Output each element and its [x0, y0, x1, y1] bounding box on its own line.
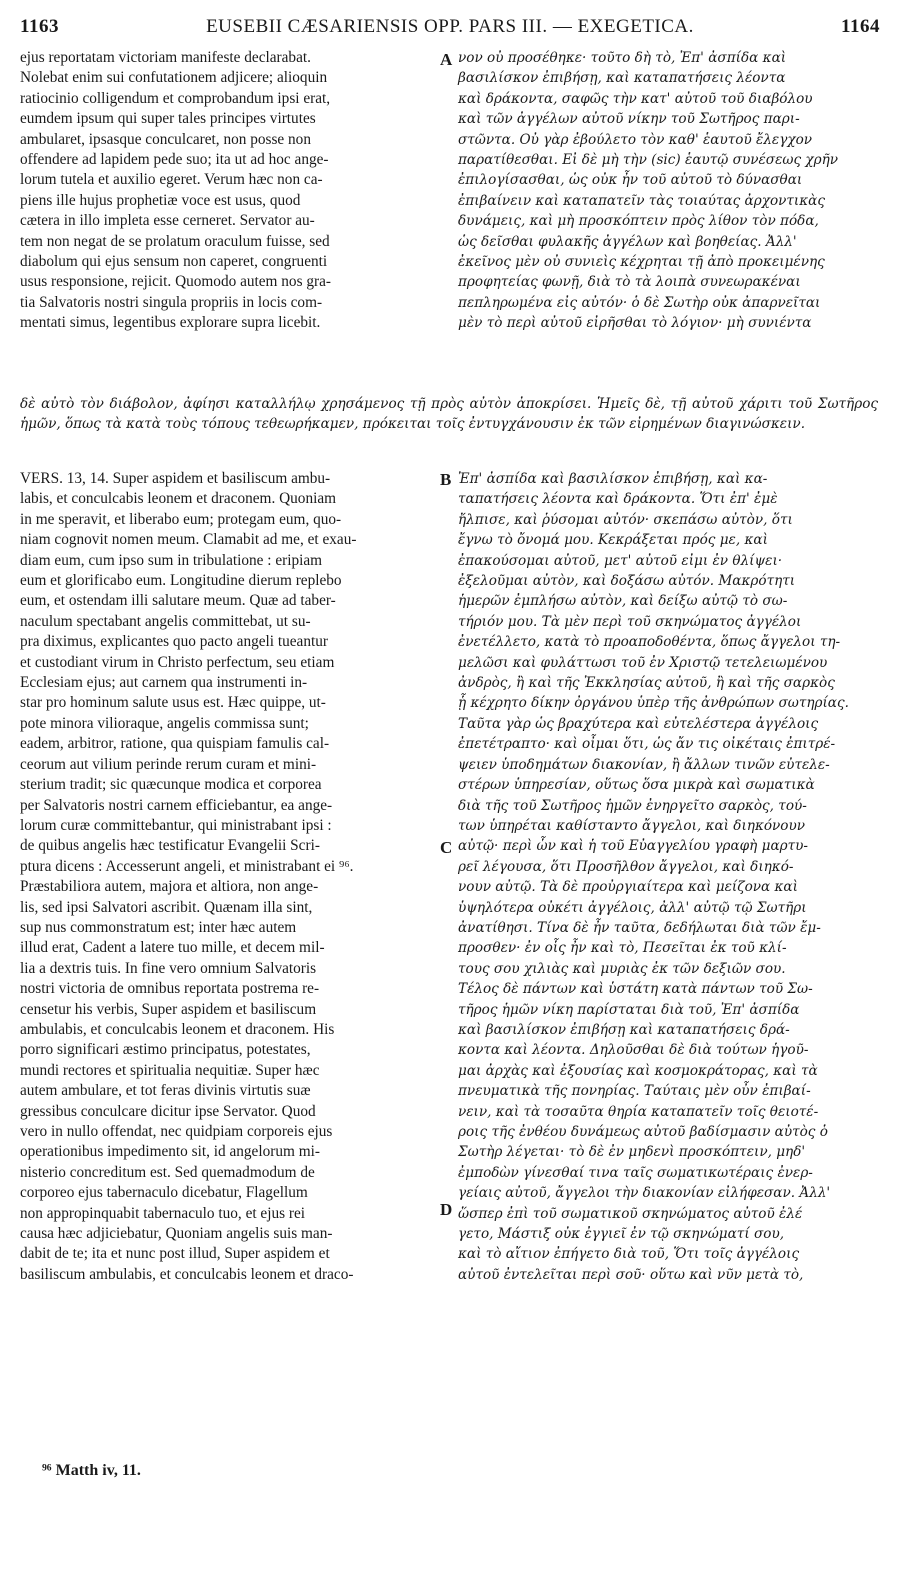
section-marker-c: C [440, 838, 453, 857]
text-line: censetur his verbis, Super aspidem et basiliscum [20, 1000, 317, 1018]
text-line: et custodiant virum in Christo perfectum, seu etiam [20, 653, 335, 671]
text-line: nisterio concreditum est. Sed quemadmodum de [20, 1163, 315, 1181]
text-line: in me speravit, et liberabo eum; protegam eum, quo- [20, 510, 342, 528]
text-line: ψειεν ὑποδημάτων διακονίαν, ἢ ἄλλων τινῶν εὐτελε- [458, 756, 830, 773]
greek-column-main [458, 469, 878, 1285]
text-line: ptura dicens : Accesserunt angeli, et ministrabant ei ⁹⁶. [20, 857, 354, 875]
text-line: ᾗ κέχρητο δίκην ὀργάνου ὑπὲρ τῆς ἀνθρώπων σωτηρίας. [458, 695, 849, 712]
text-line: βασιλίσκον ἐπιβήσῃ, καὶ καταπατήσεις λέοντα [458, 70, 786, 87]
text-line: dabit de te; ita et nunc post illud, Super aspidem et [20, 1245, 330, 1263]
text-line: ἀνατίθησι. Τίνα δὲ ἦν ταῦτα, δεδήλωται διὰ τῶν ἔμ- [458, 919, 821, 936]
text-line: αὐτοῦ ἐντελεῖται περὶ σοῦ· οὕτω καὶ νῦν μετὰ τὸ, [458, 1266, 804, 1283]
text-line: κοντα καὶ λέοντα. Δηλοῦσθαι δὲ διὰ τούτων ἡγοῦ- [458, 1042, 809, 1059]
text-line: usus responsione, rejicit. Quomodo autem nos gra- [20, 273, 331, 291]
text-line: καὶ δράκοντα, σαφῶς τὴν κατ' αὐτοῦ τοῦ διαβόλου [458, 90, 813, 107]
text-line: per Salvatoris nostri carnem efficiebantur, ea ange- [20, 796, 333, 814]
text-line: basiliscum ambulabis, et conculcabis leonem et draco- [20, 1265, 354, 1283]
running-title: EUSEBII CÆSARIENSIS OPP. PARS III. — EXEGETICA. [206, 16, 694, 37]
text-line: τῆρος ἡμῶν νίκη παρίσταται διὰ τοῦ, Ἐπ' ἀσπίδα [458, 1001, 800, 1018]
text-line: Ταῦτα γὰρ ὡς βραχύτερα καὶ εὐτελέστερα ἀγγέλοις [458, 715, 819, 732]
text-line: ceorum aut vilium perinde rerum curam et mini- [20, 755, 317, 773]
text-line: των ὑπηρέται καθίσταντο ἄγγελοι, καὶ διηκόνουν [458, 817, 806, 834]
greek-full-width-passage: δὲ αὐτὸ τὸν διάβολον, ἀφίησι καταλλήλῳ χρησάμενος τῇ πρὸς αὐτὸν ἀποκρίσει. Ἡμεῖς δὲ, τῇ αὐτοῦ χάριτι τοῦ Σωτῆρος ἡμῶν, ὅπως τὰ κατὰ τοὺς τόπους τεθεωρήκαμεν, πρόκειται τοῖς ἐντυγχάνουσιν ἐκ τῶν εἰρημένων διαγινώσκειν. [20, 396, 878, 433]
section-marker-a: A [440, 50, 453, 69]
text-line: καὶ τῶν ἀγγέλων αὐτοῦ νίκην τοῦ Σωτῆρος παρι- [458, 111, 800, 128]
text-line: ταπατήσεις λέοντα καὶ δράκοντα. Ὅτι ἐπ' ἐμὲ [458, 491, 778, 508]
text-line: naculum spectabant angelis committebat, ut su- [20, 612, 311, 630]
text-line: τους σου χιλιὰς καὶ μυριὰς ἐκ τῶν δεξιῶν σου. [458, 960, 786, 977]
text-line: παρατίθεσθαι. Εἰ δὲ μὴ τὴν (sic) ἑαυτῷ συνέσεως χρῆν [458, 152, 839, 169]
text-line: πνευματικὰ τῆς πονηρίας. Ταύταις μὲν οὖν ἐπιβαί- [458, 1083, 811, 1100]
text-line: causa hæc adjiciebatur, Quoniam angelis suis man- [20, 1225, 333, 1243]
text-line: αὐτῷ· περὶ ὧν καὶ ἡ τοῦ Εὐαγγελίου γραφὴ μαρτυ- [458, 838, 809, 855]
text-line: corporeo ejus tabernaculo dicebatur, Flagellum [20, 1184, 308, 1202]
text-line: προφητείας φωνῇ, διὰ τὸ τὰ λοιπὰ συνεωρακέναι [458, 274, 801, 291]
text-line: Præstabiliora autem, majora et altiora, non ange- [20, 878, 319, 896]
text-line: ambularet, ipsasque conculcaret, non posse non [20, 130, 311, 148]
text-line: ἐνετέλλετο, κατὰ τὸ προαποδοθέντα, ὅπως ἄγγελοι τη- [458, 634, 841, 651]
text-line: ἐπιβαίνειν καὶ καταπατεῖν τὰς τοιαύτας ἀρχοντικὰς [458, 192, 825, 209]
text-line: porro significari æstimo principatus, potestates, [20, 1041, 311, 1059]
text-line: de quibus angelis hæc testificatur Evangelii Scri- [20, 837, 320, 855]
text-line: ροις τῆς ἐνθέου δυνάμεως αὐτοῦ βαδίσμασιν αὐτὸς ὁ [458, 1124, 828, 1140]
text-line: ὥσπερ ἐπὶ τοῦ σωματικοῦ σκηνώματος αὐτοῦ ἐλέ [458, 1205, 803, 1222]
text-line: star pro hominum salute usus est. Hæc quippe, ut- [20, 694, 326, 712]
text-line: ἐπακούσομαι αὐτοῦ, μετ' αὐτοῦ εἰμι ἐν θλίψει· [458, 552, 783, 569]
greek-column-top [458, 48, 878, 334]
text-line: eum, et ostendam illi salutare meum. Quæ ad taber- [20, 592, 336, 610]
text-line: pra diximus, explicantes quo pacto angeli tueantur [20, 633, 328, 651]
text-line: καὶ βασιλίσκον ἐπιβήσῃ καὶ καταπατήσεις δρά- [458, 1021, 790, 1038]
text-line: eumdem ipsum qui super tales principes virtutes [20, 110, 316, 128]
text-line: στῶντα. Οὐ γὰρ ἐβούλετο τὸν καθ' ἑαυτοῦ ἔλεγχον [458, 131, 813, 148]
footnote: ⁹⁶ Matth iv, 11. [42, 1462, 141, 1479]
text-line: sup nus commonstratum est; inter hæc autem [20, 918, 297, 936]
text-line: γείαις αὐτοῦ, ἄγγελοι τὴν διακονίαν εἰλήφεσαν. Ἀλλ' [458, 1185, 831, 1202]
text-line: tem non negat de se prolatum oraculum fuisse, sed [20, 232, 330, 250]
text-line: Ἐπ' ἀσπίδα καὶ βασιλίσκον ἐπιβήσῃ, καὶ κα- [458, 471, 768, 487]
text-line: sterium tradit; sic quæcunque modica et corporea [20, 776, 322, 794]
text-line: tia Salvatoris nostri singula propriis in locis com- [20, 293, 323, 311]
text-line: piens ille hujus prophetiæ voce est usus, quod [20, 191, 301, 209]
text-line: lis, sed ipsi Salvatori ascribit. Quænam illa sint, [20, 898, 313, 916]
text-line: illud erat, Cadent a latere tuo mille, et decem mil- [20, 939, 325, 957]
text-line: μελῶσι καὶ φυλάττωσι τοῦ ἐν Χριστῷ τετελειωμένου [458, 654, 828, 671]
section-marker-b: B [440, 470, 452, 489]
text-line: pote minora vilioraque, angelis commissa sunt; [20, 714, 309, 732]
text-line: eadem, arbitror, ratione, qua quispiam famulis cal- [20, 735, 330, 753]
text-line: cætera in illo impleta esse cerneret. Servator au- [20, 212, 315, 230]
text-line: πεπληρωμένα εἰς αὐτόν· ὁ δὲ Σωτὴρ οὐκ ἀπαρνεῖται [458, 294, 821, 311]
text-line: lia a dextris tuis. In fine vero omnium Salvatoris [20, 959, 317, 977]
text-line: ἐκεῖνος μὲν οὐ συνιεὶς κέχρηται τῇ ἀπὸ προκειμένης [458, 254, 825, 271]
text-line: ἀνδρὸς, ἢ καὶ τῆς Ἐκκλησίας αὐτοῦ, ἢ καὶ τῆς σαρκὸς [458, 675, 835, 692]
text-line: ρεῖ λέγουσα, ὅτι Προσῆλθον ἄγγελοι, καὶ διηκό- [458, 858, 794, 875]
text-line: ἡμερῶν ἐμπλήσω αὐτὸν, καὶ δείξω αὐτῷ τὸ σω- [458, 593, 788, 610]
text-line: nostri victoria de omnibus reportata postrema re- [20, 980, 320, 998]
text-line: niam cognovit nomen meum. Clamabit ad me, et exau- [20, 531, 357, 549]
section-marker-d: D [440, 1200, 453, 1219]
page-number-left: 1163 [20, 16, 59, 37]
text-line: diam eum, cum ipso sum in tribulatione : eripiam [20, 551, 323, 569]
text-line: Τέλος δὲ πάντων καὶ ὑστάτη κατὰ πάντων τοῦ Σω- [458, 981, 813, 998]
text-line: ἔγνω τὸ ὄνομά μου. Κεκράξεται πρός με, καὶ [458, 532, 768, 549]
text-line: ὑψηλότερα οὐκέτι ἀγγέλοις, ἀλλ' αὐτῷ τῷ Σωτῆρι [458, 899, 807, 916]
latin-column-top [20, 48, 446, 334]
text-line: Σωτὴρ λέγεται· τὸ δὲ ἐν μηδενὶ προσκόπτειν, μηδ' [458, 1144, 806, 1161]
text-line: lorum curæ committebantur, qui ministrabant ipsi : [20, 816, 332, 834]
text-line: ὡς δεῖσθαι φυλακῆς ἀγγέλων καὶ βοηθείας. Ἀλλ' [458, 233, 797, 250]
text-line: τήριόν μου. Τὰ μὲν περὶ τοῦ σκηνώματος ἀγγέλοι [458, 613, 802, 630]
text-line: VERS. 13, 14. Super aspidem et basiliscum ambu- [20, 470, 331, 487]
text-line: gressibus conculcare dicitur ipse Servator. Quod [20, 1102, 316, 1120]
text-line: eum et glorificabo eum. Longitudine dierum replebo [20, 572, 342, 590]
text-line: lorum tutela et auxilio egeret. Verum hæc non ca- [20, 171, 323, 189]
text-line: μαι ἀρχὰς καὶ ἐξουσίας καὶ κοσμοκράτορας, καὶ τὰ [458, 1062, 818, 1079]
text-line: γετο, Μάστιξ οὐκ ἐγγιεῖ ἐν τῷ σκηνώματί σου, [458, 1226, 785, 1243]
text-line: ἐξελοῦμαι αὐτὸν, καὶ δοξάσω αὐτόν. Μακρότητι [458, 573, 796, 590]
text-line: diabolum qui ejus sensum non caperet, congruenti [20, 253, 328, 271]
text-line: ambulabis, et conculcabis leonem et draconem. His [20, 1020, 335, 1038]
text-line: Nolebat enim sui confutationem adjicere; alioquin [20, 69, 328, 87]
text-line: vero in nullo offendat, nec quidpiam corporeis ejus [20, 1123, 333, 1140]
running-header [20, 16, 880, 42]
text-line: ἤλπισε, καὶ ῥύσομαι αὐτόν· σκεπάσω αὐτὸν, ὅτι [458, 511, 793, 528]
text-line: labis, et conculcabis leonem et draconem. Quoniam [20, 490, 337, 508]
text-line: στέρων ὑπηρεσίαν, οὕτως ὅσα μικρὰ καὶ σωματικὰ [458, 777, 815, 794]
text-line: ἐπετέτραπτο· καὶ οἶμαι ὅτι, ὡς ἄν τις οἰκέταις ἐπιτρέ- [458, 736, 836, 753]
text-line: non appropinquabit tabernaculo tuo, et ejus rei [20, 1204, 306, 1222]
text-line: καὶ τὸ αἴτιον ἐπήγετο διὰ τοῦ, Ὅτι τοῖς ἀγγέλοις [458, 1246, 800, 1263]
text-line: δυνάμεις, καὶ μὴ προσκόπτειν πρὸς λίθον τὸν πόδα, [458, 213, 819, 230]
text-line: Ecclesiam ejus; aut carnem qua instrumenti in- [20, 674, 308, 692]
text-line: διὰ τῆς τοῦ Σωτῆρος ἡμῶν ἐνηργεῖτο σαρκὸς, τού- [458, 797, 807, 814]
text-line: ejus reportatam victoriam manifeste declarabat. [20, 49, 311, 66]
page-number-right: 1164 [841, 16, 880, 37]
text-line: ratiocinio colligendum et comprobandum ipsi erat, [20, 89, 331, 107]
text-line: νον οὐ προσέθηκε· τοῦτο δὴ τὸ, Ἐπ' ἀσπίδα καὶ [458, 50, 787, 66]
text-line: mundi rectores et spiritualia nequitiæ. Super hæc [20, 1061, 320, 1079]
text-line: ἐπιλογίσασθαι, ὡς οὐκ ἦν τοῦ αὐτοῦ τὸ δύνασθαι [458, 172, 803, 189]
latin-column-main [20, 469, 446, 1285]
text-line: ἐμποδὼν γίνεσθαί τινα ταῖς σωματικωτέραις ἐνερ- [458, 1164, 813, 1181]
text-line: νειν, καὶ τὰ τοσαῦτα θηρία καταπατεῖν τοῖς θειοτέ- [458, 1103, 819, 1120]
text-line: νουν αὐτῷ. Τὰ δὲ προὐργιαίτερα καὶ μείζονα καὶ [458, 879, 798, 896]
text-line: offendere ad lapidem pede suo; ita ut ad hoc ange- [20, 151, 329, 169]
text-line: operationibus impedimento sit, id angelorum mi- [20, 1143, 320, 1161]
text-line: autem ambulare, et tot feras divinis virtutis suæ [20, 1082, 311, 1100]
text-line: mentati simus, legentibus explorare supra licebit. [20, 314, 321, 332]
text-line: μὲν τὸ περὶ αὐτοῦ εἰρῆσθαι τὸ λόγιον· μὴ συνιέντα [458, 315, 812, 332]
text-line: προσθεν· ἐν οἷς ἦν καὶ τὸ, Πεσεῖται ἐκ τοῦ κλί- [458, 940, 787, 957]
